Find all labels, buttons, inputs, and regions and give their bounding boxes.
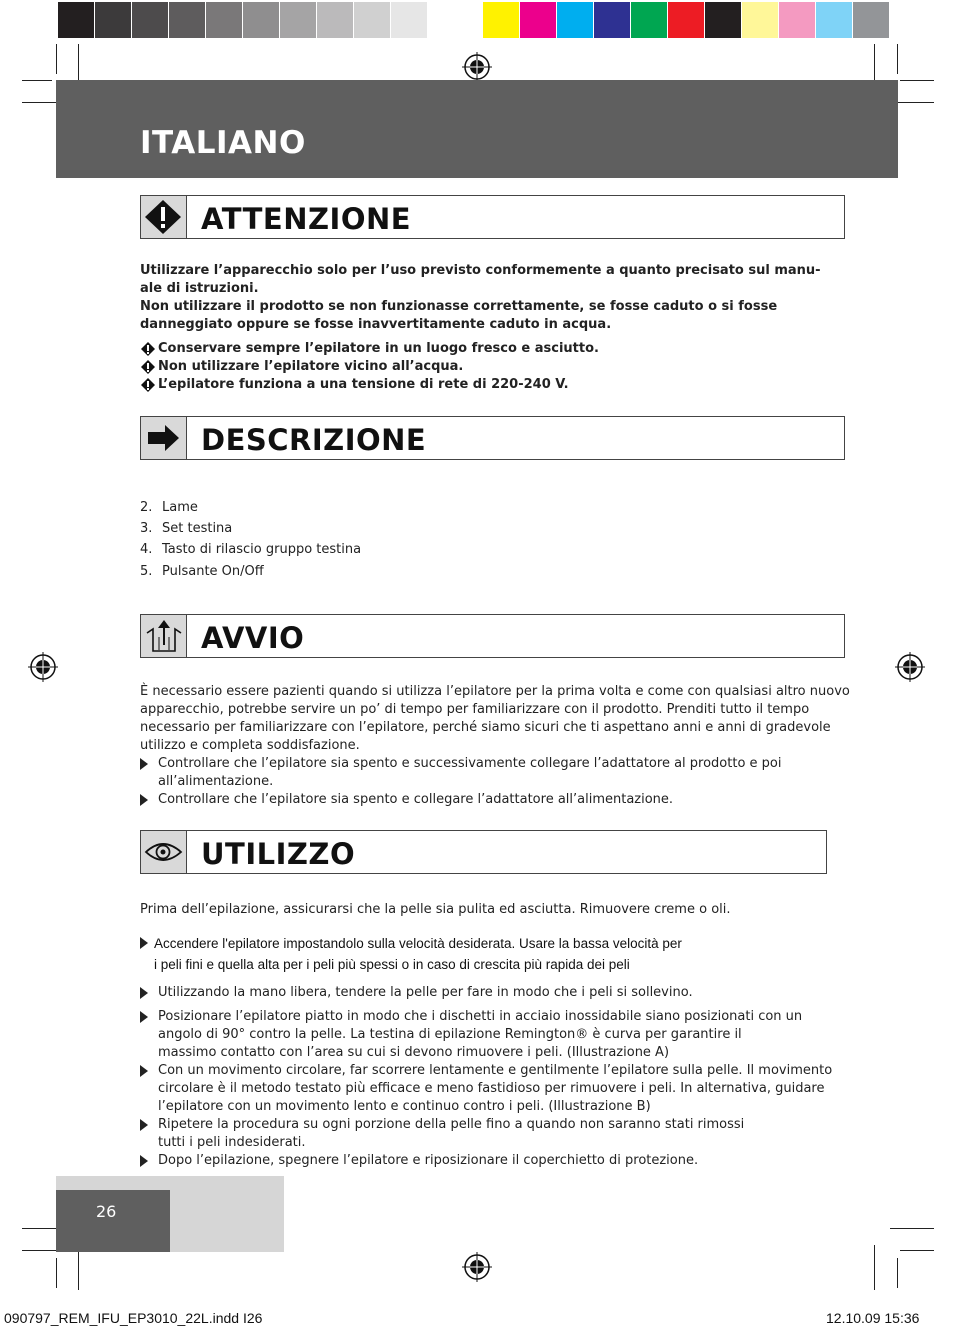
- slug-date: 12.10.09 15:36: [826, 1310, 920, 1326]
- warning-icon: [140, 341, 156, 357]
- section-header-descrizione: [140, 416, 845, 460]
- warning-item: Conservare sempre l’epilatore in un luogo fresco e asciutto.: [140, 340, 599, 358]
- bullet-item: Utilizzando la mano libera, tendere la pelle per fare in modo che i peli si sollevino.: [140, 984, 693, 1002]
- bullet-triangle-icon: [140, 1065, 148, 1077]
- color-swatch: [557, 2, 594, 38]
- paragraph-line: utilizzo e completa soddisfazione.: [140, 738, 360, 753]
- color-swatch: [391, 2, 428, 38]
- eye-icon: [141, 831, 187, 873]
- crop-mark: [897, 44, 898, 74]
- crop-mark: [897, 1258, 898, 1288]
- warning-item: L’epilatore funziona a una tensione di rete di 220-240 V.: [140, 376, 569, 394]
- list-item: 3. Set testina: [140, 521, 233, 536]
- warning-intro-line: Non utilizzare il prodotto se non funzionasse correttamente, se fosse caduto o si fosse: [140, 299, 778, 314]
- bullet-triangle-icon: [140, 987, 148, 999]
- crop-mark: [56, 1258, 57, 1288]
- list-item: 2. Lame: [140, 500, 198, 515]
- page-number-box: [56, 1190, 170, 1252]
- bullet-triangle-icon: [140, 1011, 148, 1023]
- color-swatch: [206, 2, 243, 38]
- registration-mark-icon: [462, 1252, 492, 1282]
- color-swatch: [816, 2, 853, 38]
- warning-intro-line: ale di istruzioni.: [140, 281, 259, 296]
- arrow-right-icon: [141, 417, 187, 459]
- color-swatch: [132, 2, 169, 38]
- color-swatch: [594, 2, 631, 38]
- color-swatch: [483, 2, 520, 38]
- bullet-triangle-icon: [140, 937, 148, 949]
- warning-icon: [140, 359, 156, 375]
- section-header-utilizzo: [140, 830, 827, 874]
- color-swatch: [520, 2, 557, 38]
- crop-mark: [890, 1228, 934, 1229]
- page-number: 26: [96, 1202, 117, 1221]
- bullet-triangle-icon: [140, 758, 148, 770]
- crop-mark: [56, 44, 57, 74]
- bullet-triangle-icon: [140, 1155, 148, 1167]
- bullet-item: Posizionare l’epilatore piatto in modo che i dischetti in acciaio inossidabile siano posizionati con un angolo di 90° contro la pelle. La testina di epilazione Remington® è curva per garantire il massimo contatto con l’area su cui si devono rimuovere i peli. (Illustrazione A): [140, 1008, 802, 1062]
- color-swatch: [705, 2, 742, 38]
- section-title: ATTENZIONE: [201, 202, 412, 236]
- list-item: 4. Tasto di rilascio gruppo testina: [140, 542, 362, 557]
- crop-mark: [900, 80, 934, 81]
- section-title: DESCRIZIONE: [201, 423, 427, 457]
- color-swatch: [853, 2, 890, 38]
- warning-icon: [140, 377, 156, 393]
- color-swatch: [779, 2, 816, 38]
- bullet-item: Ripetere la procedura su ogni porzione della pelle fino a quando non saranno stati rimossi tutti i peli indesiderati.: [140, 1116, 744, 1152]
- color-swatch: [169, 2, 206, 38]
- color-swatch: [58, 2, 95, 38]
- color-swatch: [354, 2, 391, 38]
- color-swatch: [668, 2, 705, 38]
- warning-icon: [141, 196, 187, 238]
- bullet-item: Accendere l'epilatore impostandolo sulla velocità desiderata. Usare la bassa velocità per i peli fini e quella alta per i peli più spessi o in caso di crescita più rapida dei peli: [140, 933, 682, 975]
- crop-mark: [22, 80, 52, 81]
- warning-intro-line: danneggiato oppure se fosse inavvertitamente caduto in acqua.: [140, 317, 612, 332]
- color-swatch: [428, 2, 465, 38]
- paragraph-line: È necessario essere pazienti quando si utilizza l’epilatore per la prima volta e come con qualsiasi altro nuovo: [140, 684, 850, 699]
- bullet-triangle-icon: [140, 1119, 148, 1131]
- color-swatch: [631, 2, 668, 38]
- bullet-item: Controllare che l’epilatore sia spento e collegare l’adattatore all’alimentazione.: [140, 791, 673, 809]
- slug-file-info: 090797_REM_IFU_EP3010_22L.indd I26: [4, 1310, 263, 1326]
- registration-mark-icon: [28, 652, 58, 682]
- paragraph-line: Prima dell’epilazione, assicurarsi che la pelle sia pulita ed asciutta. Rimuovere creme o oli.: [140, 902, 731, 917]
- warning-intro-line: Utilizzare l’apparecchio solo per l’uso previsto conformemente a quanto precisato sul manu-: [140, 263, 821, 278]
- box-upload-icon: [141, 615, 187, 657]
- color-swatch: [243, 2, 280, 38]
- bullet-item: Dopo l’epilazione, spegnere l’epilatore e riposizionare il coperchietto di protezione.: [140, 1152, 698, 1170]
- crop-mark: [874, 1245, 875, 1290]
- color-swatch: [317, 2, 354, 38]
- crop-mark: [22, 1228, 56, 1229]
- language-title: ITALIANO: [140, 125, 306, 161]
- color-swatch: [742, 2, 779, 38]
- warning-item: Non utilizzare l’epilatore vicino all’acqua.: [140, 358, 463, 376]
- color-bar: [483, 2, 890, 38]
- paragraph-line: apparecchio, potrebbe servire un po’ di tempo per familiarizzare con il prodotto. Prenditi tutto il tempo: [140, 702, 810, 717]
- list-item: 5. Pulsante On/Off: [140, 564, 264, 579]
- registration-mark-icon: [462, 52, 492, 82]
- crop-mark: [900, 1250, 934, 1251]
- registration-mark-icon: [895, 652, 925, 682]
- bullet-triangle-icon: [140, 794, 148, 806]
- color-swatch: [95, 2, 132, 38]
- section-title: AVVIO: [201, 621, 305, 655]
- bullet-item: Con un movimento circolare, far scorrere lentamente e gentilmente l’epilatore sulla pelle. Il movimento circolare è il metodo testato più efficace e meno fastidioso per rimuovere i peli. In alternativa, guidare l’epilatore con un movimento lento e continuo contro i peli. (Illustrazione B): [140, 1062, 832, 1116]
- section-title: UTILIZZO: [201, 837, 356, 871]
- section-header-attenzione: [140, 195, 845, 239]
- section-header-avvio: [140, 614, 845, 658]
- grayscale-bar: [58, 2, 465, 38]
- paragraph-line: necessario per familiarizzare con l’epilatore, perché siamo sicuri che ti aspettano anni e anni di gradevole: [140, 720, 831, 735]
- bullet-item: Controllare che l’epilatore sia spento e successivamente collegare l’adattatore al prodotto e poi all’alimentazione.: [140, 755, 781, 791]
- color-swatch: [280, 2, 317, 38]
